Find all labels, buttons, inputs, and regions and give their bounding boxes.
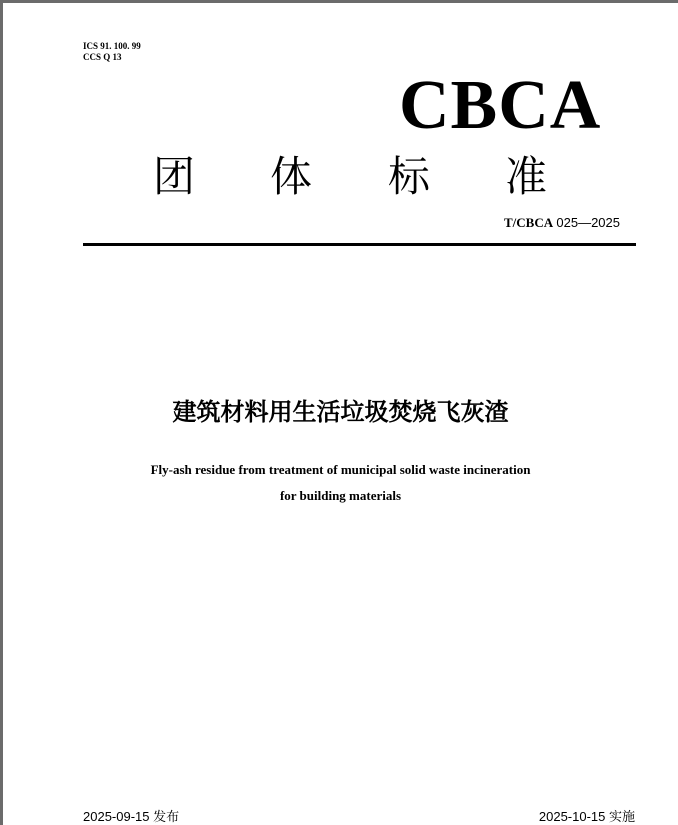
standard-code	[504, 215, 620, 231]
standard-prefix: T/CBCA	[504, 215, 554, 230]
category-char: 体	[270, 152, 313, 201]
ccs-code: CCS Q 13	[83, 52, 122, 62]
issue-date: 2025-09-15 发布	[83, 809, 180, 824]
title-chinese: 建筑材料用生活垃圾焚烧飞灰渣	[172, 398, 509, 426]
cbca-logo: CBCA	[399, 67, 602, 144]
effective-date: 2025-10-15 实施	[538, 809, 635, 824]
category-char: 标	[388, 152, 431, 201]
ics-code: ICS 91. 100. 99	[83, 41, 141, 51]
title-english-line: for building materials	[279, 488, 402, 503]
title-english-line: Fly-ash residue from treatment of municipal solid waste incineration	[150, 462, 531, 477]
standard-number: 025—2025	[556, 215, 620, 230]
header-rule	[83, 243, 636, 246]
category-char: 准	[505, 152, 548, 201]
category-char: 团	[153, 152, 196, 201]
document-page	[3, 3, 678, 825]
classification-codes	[83, 41, 141, 63]
